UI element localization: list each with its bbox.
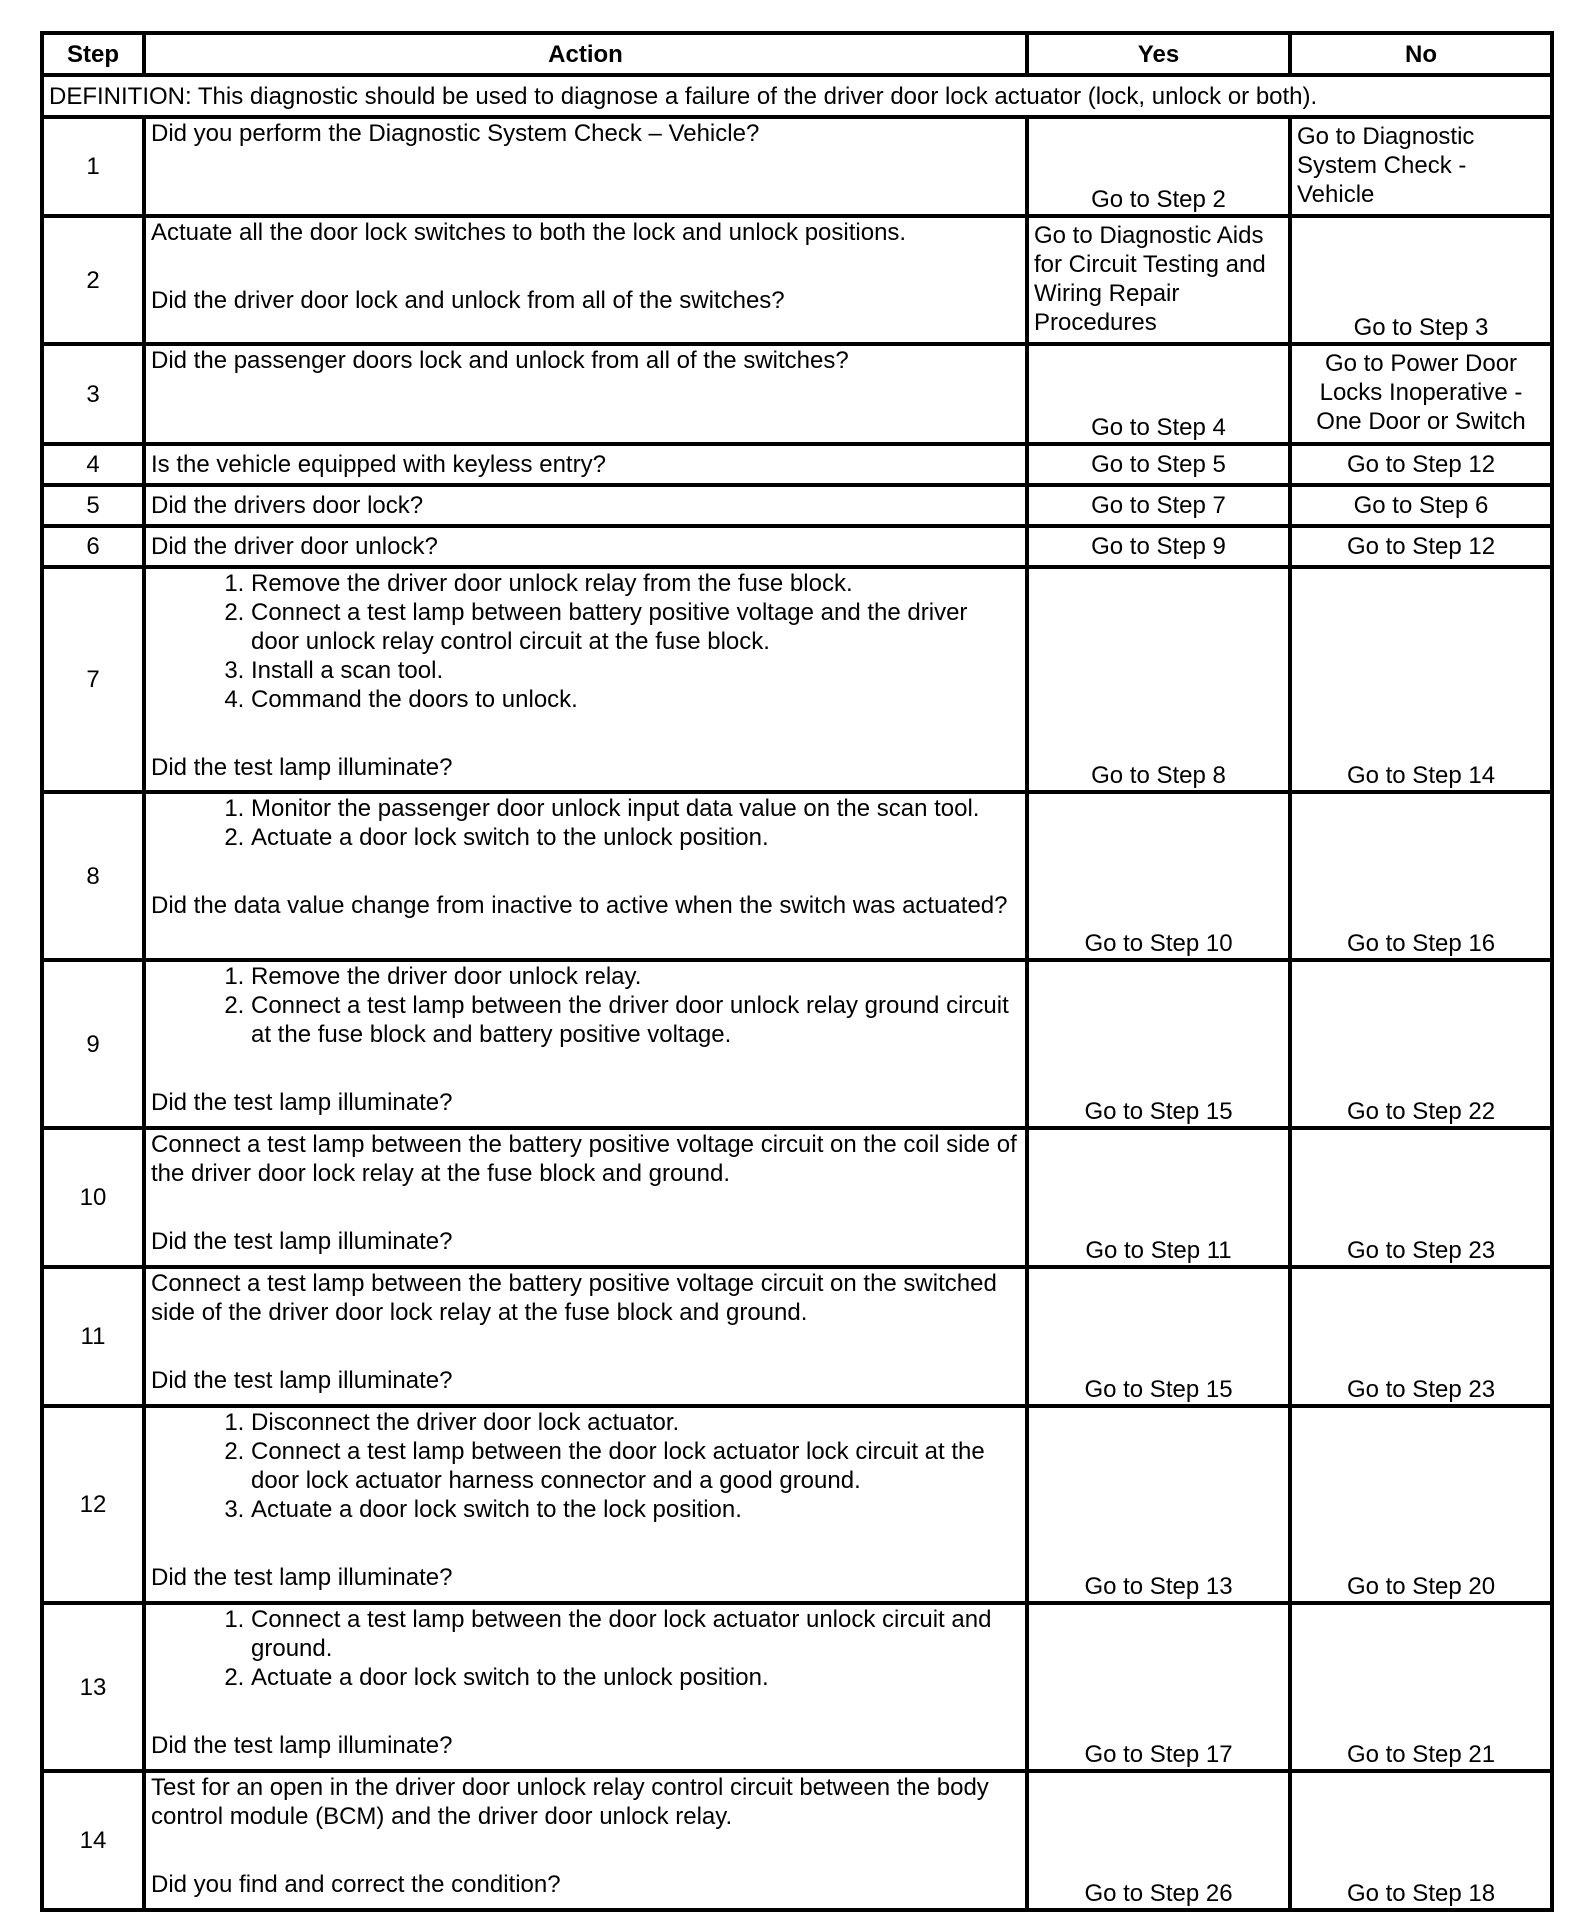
action-step: 3. Actuate a door lock switch to the lock position. xyxy=(251,1495,1020,1524)
no-cell: Go to Step 6 xyxy=(1290,485,1552,526)
yes-cell: Go to Step 2 xyxy=(1027,117,1290,216)
action-cell xyxy=(144,1267,1027,1406)
step-number: 8 xyxy=(42,792,144,960)
action-cell xyxy=(144,216,1027,344)
step-number: 9 xyxy=(42,960,144,1128)
table-row xyxy=(42,1603,1552,1771)
definition-text: DEFINITION: This diagnostic should be used to diagnose a failure of the driver door lock actuator (lock, unlock or both). xyxy=(42,75,1552,117)
table-row xyxy=(42,526,1552,567)
action-step: 1. Disconnect the driver door lock actuator. xyxy=(251,1408,1020,1437)
action-question: Did the test lamp illuminate? xyxy=(151,1564,453,1591)
action-steps xyxy=(151,794,1020,852)
no-cell: Go to Step 14 xyxy=(1290,567,1552,792)
no-cell: Go to Step 18 xyxy=(1290,1771,1552,1910)
step-number: 7 xyxy=(42,567,144,792)
table-row xyxy=(42,567,1552,792)
action-cell xyxy=(144,117,1027,216)
action-cell xyxy=(144,1603,1027,1771)
action-instruction: Test for an open in the driver door unlock relay control circuit between the body control module (BCM) and the driver door unlock relay. xyxy=(151,1774,989,1830)
action-cell xyxy=(144,960,1027,1128)
no-cell: Go to Step 12 xyxy=(1290,444,1552,485)
table-row xyxy=(42,444,1552,485)
action-cell xyxy=(144,485,1027,526)
header-no: No xyxy=(1290,33,1552,75)
yes-cell: Go to Step 10 xyxy=(1027,792,1290,960)
yes-cell: Go to Step 15 xyxy=(1027,1267,1290,1406)
action-cell xyxy=(144,526,1027,567)
action-question: Did you find and correct the condition? xyxy=(151,1871,561,1898)
table-row xyxy=(42,792,1552,960)
table-row xyxy=(42,1406,1552,1603)
table-row xyxy=(42,960,1552,1128)
action-cell xyxy=(144,444,1027,485)
step-number: 13 xyxy=(42,1603,144,1771)
no-cell: Go to Step 22 xyxy=(1290,960,1552,1128)
action-question: Did the test lamp illuminate? xyxy=(151,1367,453,1394)
action-steps xyxy=(151,1605,1020,1692)
action-question: Did the passenger doors lock and unlock from all of the switches? xyxy=(151,347,849,374)
action-instruction: Actuate all the door lock switches to both the lock and unlock positions. xyxy=(151,219,907,246)
header-row xyxy=(42,33,1552,75)
definition-row xyxy=(42,75,1552,117)
yes-cell: Go to Step 5 xyxy=(1027,444,1290,485)
step-number: 14 xyxy=(42,1771,144,1910)
action-step: 2. Connect a test lamp between the door lock actuator lock circuit at the door lock actuator harness connector and a good ground. xyxy=(251,1437,1020,1495)
yes-cell: Go to Step 17 xyxy=(1027,1603,1290,1771)
action-question: Did the test lamp illuminate? xyxy=(151,1732,453,1759)
no-cell: Go to Step 23 xyxy=(1290,1267,1552,1406)
yes-cell: Go to Step 7 xyxy=(1027,485,1290,526)
yes-cell: Go to Step 26 xyxy=(1027,1771,1290,1910)
action-cell xyxy=(144,1128,1027,1267)
action-cell xyxy=(144,1406,1027,1603)
no-cell: Go to Step 12 xyxy=(1290,526,1552,567)
table-row xyxy=(42,1128,1552,1267)
yes-cell: Go to Step 11 xyxy=(1027,1128,1290,1267)
yes-cell: Go to Step 9 xyxy=(1027,526,1290,567)
action-instruction: Connect a test lamp between the battery positive voltage circuit on the switched side of the driver door lock relay at the fuse block and ground. xyxy=(151,1270,997,1326)
header-action: Action xyxy=(144,33,1027,75)
yes-cell: Go to Diagnostic Aids for Circuit Testing and Wiring Repair Procedures xyxy=(1027,216,1290,344)
action-step: 2. Actuate a door lock switch to the unlock position. xyxy=(251,1663,1020,1692)
action-step: 2. Connect a test lamp between battery positive voltage and the driver door unlock relay control circuit at the fuse block. xyxy=(251,598,1020,656)
step-number: 12 xyxy=(42,1406,144,1603)
action-question: Did the drivers door lock? xyxy=(151,492,424,519)
step-number: 4 xyxy=(42,444,144,485)
step-number: 2 xyxy=(42,216,144,344)
table-row xyxy=(42,1267,1552,1406)
action-instruction: Connect a test lamp between the battery positive voltage circuit on the coil side of the driver door lock relay at the fuse block and ground. xyxy=(151,1131,1017,1187)
action-question: Did you perform the Diagnostic System Check – Vehicle? xyxy=(151,120,760,147)
diagnostic-table xyxy=(40,31,1554,1912)
step-number: 5 xyxy=(42,485,144,526)
action-question: Did the driver door unlock? xyxy=(151,533,438,560)
no-cell: Go to Step 16 xyxy=(1290,792,1552,960)
action-step: 1. Monitor the passenger door unlock input data value on the scan tool. xyxy=(251,794,1020,823)
yes-cell: Go to Step 8 xyxy=(1027,567,1290,792)
step-number: 6 xyxy=(42,526,144,567)
action-step: 1. Remove the driver door unlock relay. xyxy=(251,962,1020,991)
action-cell xyxy=(144,792,1027,960)
action-step: 3. Install a scan tool. xyxy=(251,656,1020,685)
yes-cell: Go to Step 15 xyxy=(1027,960,1290,1128)
action-cell xyxy=(144,1771,1027,1910)
action-steps xyxy=(151,569,1020,714)
no-cell: Go to Step 23 xyxy=(1290,1128,1552,1267)
action-step: 1. Remove the driver door unlock relay from the fuse block. xyxy=(251,569,1020,598)
step-number: 10 xyxy=(42,1128,144,1267)
action-question: Did the data value change from inactive to active when the switch was actuated? xyxy=(151,892,1008,919)
yes-cell: Go to Step 13 xyxy=(1027,1406,1290,1603)
header-yes: Yes xyxy=(1027,33,1290,75)
header-step: Step xyxy=(42,33,144,75)
action-cell xyxy=(144,344,1027,444)
action-steps xyxy=(151,962,1020,1049)
action-step: 2. Connect a test lamp between the driver door unlock relay ground circuit at the fuse block and battery positive voltage. xyxy=(251,991,1020,1049)
step-number: 11 xyxy=(42,1267,144,1406)
table-row xyxy=(42,344,1552,444)
action-step: 2. Actuate a door lock switch to the unlock position. xyxy=(251,823,1020,852)
table-row xyxy=(42,216,1552,344)
action-step: 1. Connect a test lamp between the door lock actuator unlock circuit and ground. xyxy=(251,1605,1020,1663)
no-cell: Go to Step 20 xyxy=(1290,1406,1552,1603)
action-question: Is the vehicle equipped with keyless entry? xyxy=(151,451,606,478)
action-question: Did the test lamp illuminate? xyxy=(151,1228,453,1255)
no-cell: Go to Step 21 xyxy=(1290,1603,1552,1771)
action-question: Did the test lamp illuminate? xyxy=(151,1089,453,1116)
action-cell xyxy=(144,567,1027,792)
table-row xyxy=(42,1771,1552,1910)
no-cell: Go to Step 3 xyxy=(1290,216,1552,344)
action-question: Did the driver door lock and unlock from all of the switches? xyxy=(151,287,785,314)
table-row xyxy=(42,485,1552,526)
action-question: Did the test lamp illuminate? xyxy=(151,754,453,781)
action-steps xyxy=(151,1408,1020,1524)
action-step: 4. Command the doors to unlock. xyxy=(251,685,1020,714)
step-number: 3 xyxy=(42,344,144,444)
table-row xyxy=(42,117,1552,216)
yes-cell: Go to Step 4 xyxy=(1027,344,1290,444)
no-cell: Go to Diagnostic System Check - Vehicle xyxy=(1290,117,1552,216)
no-cell: Go to Power Door Locks Inoperative - One Door or Switch xyxy=(1290,344,1552,444)
step-number: 1 xyxy=(42,117,144,216)
